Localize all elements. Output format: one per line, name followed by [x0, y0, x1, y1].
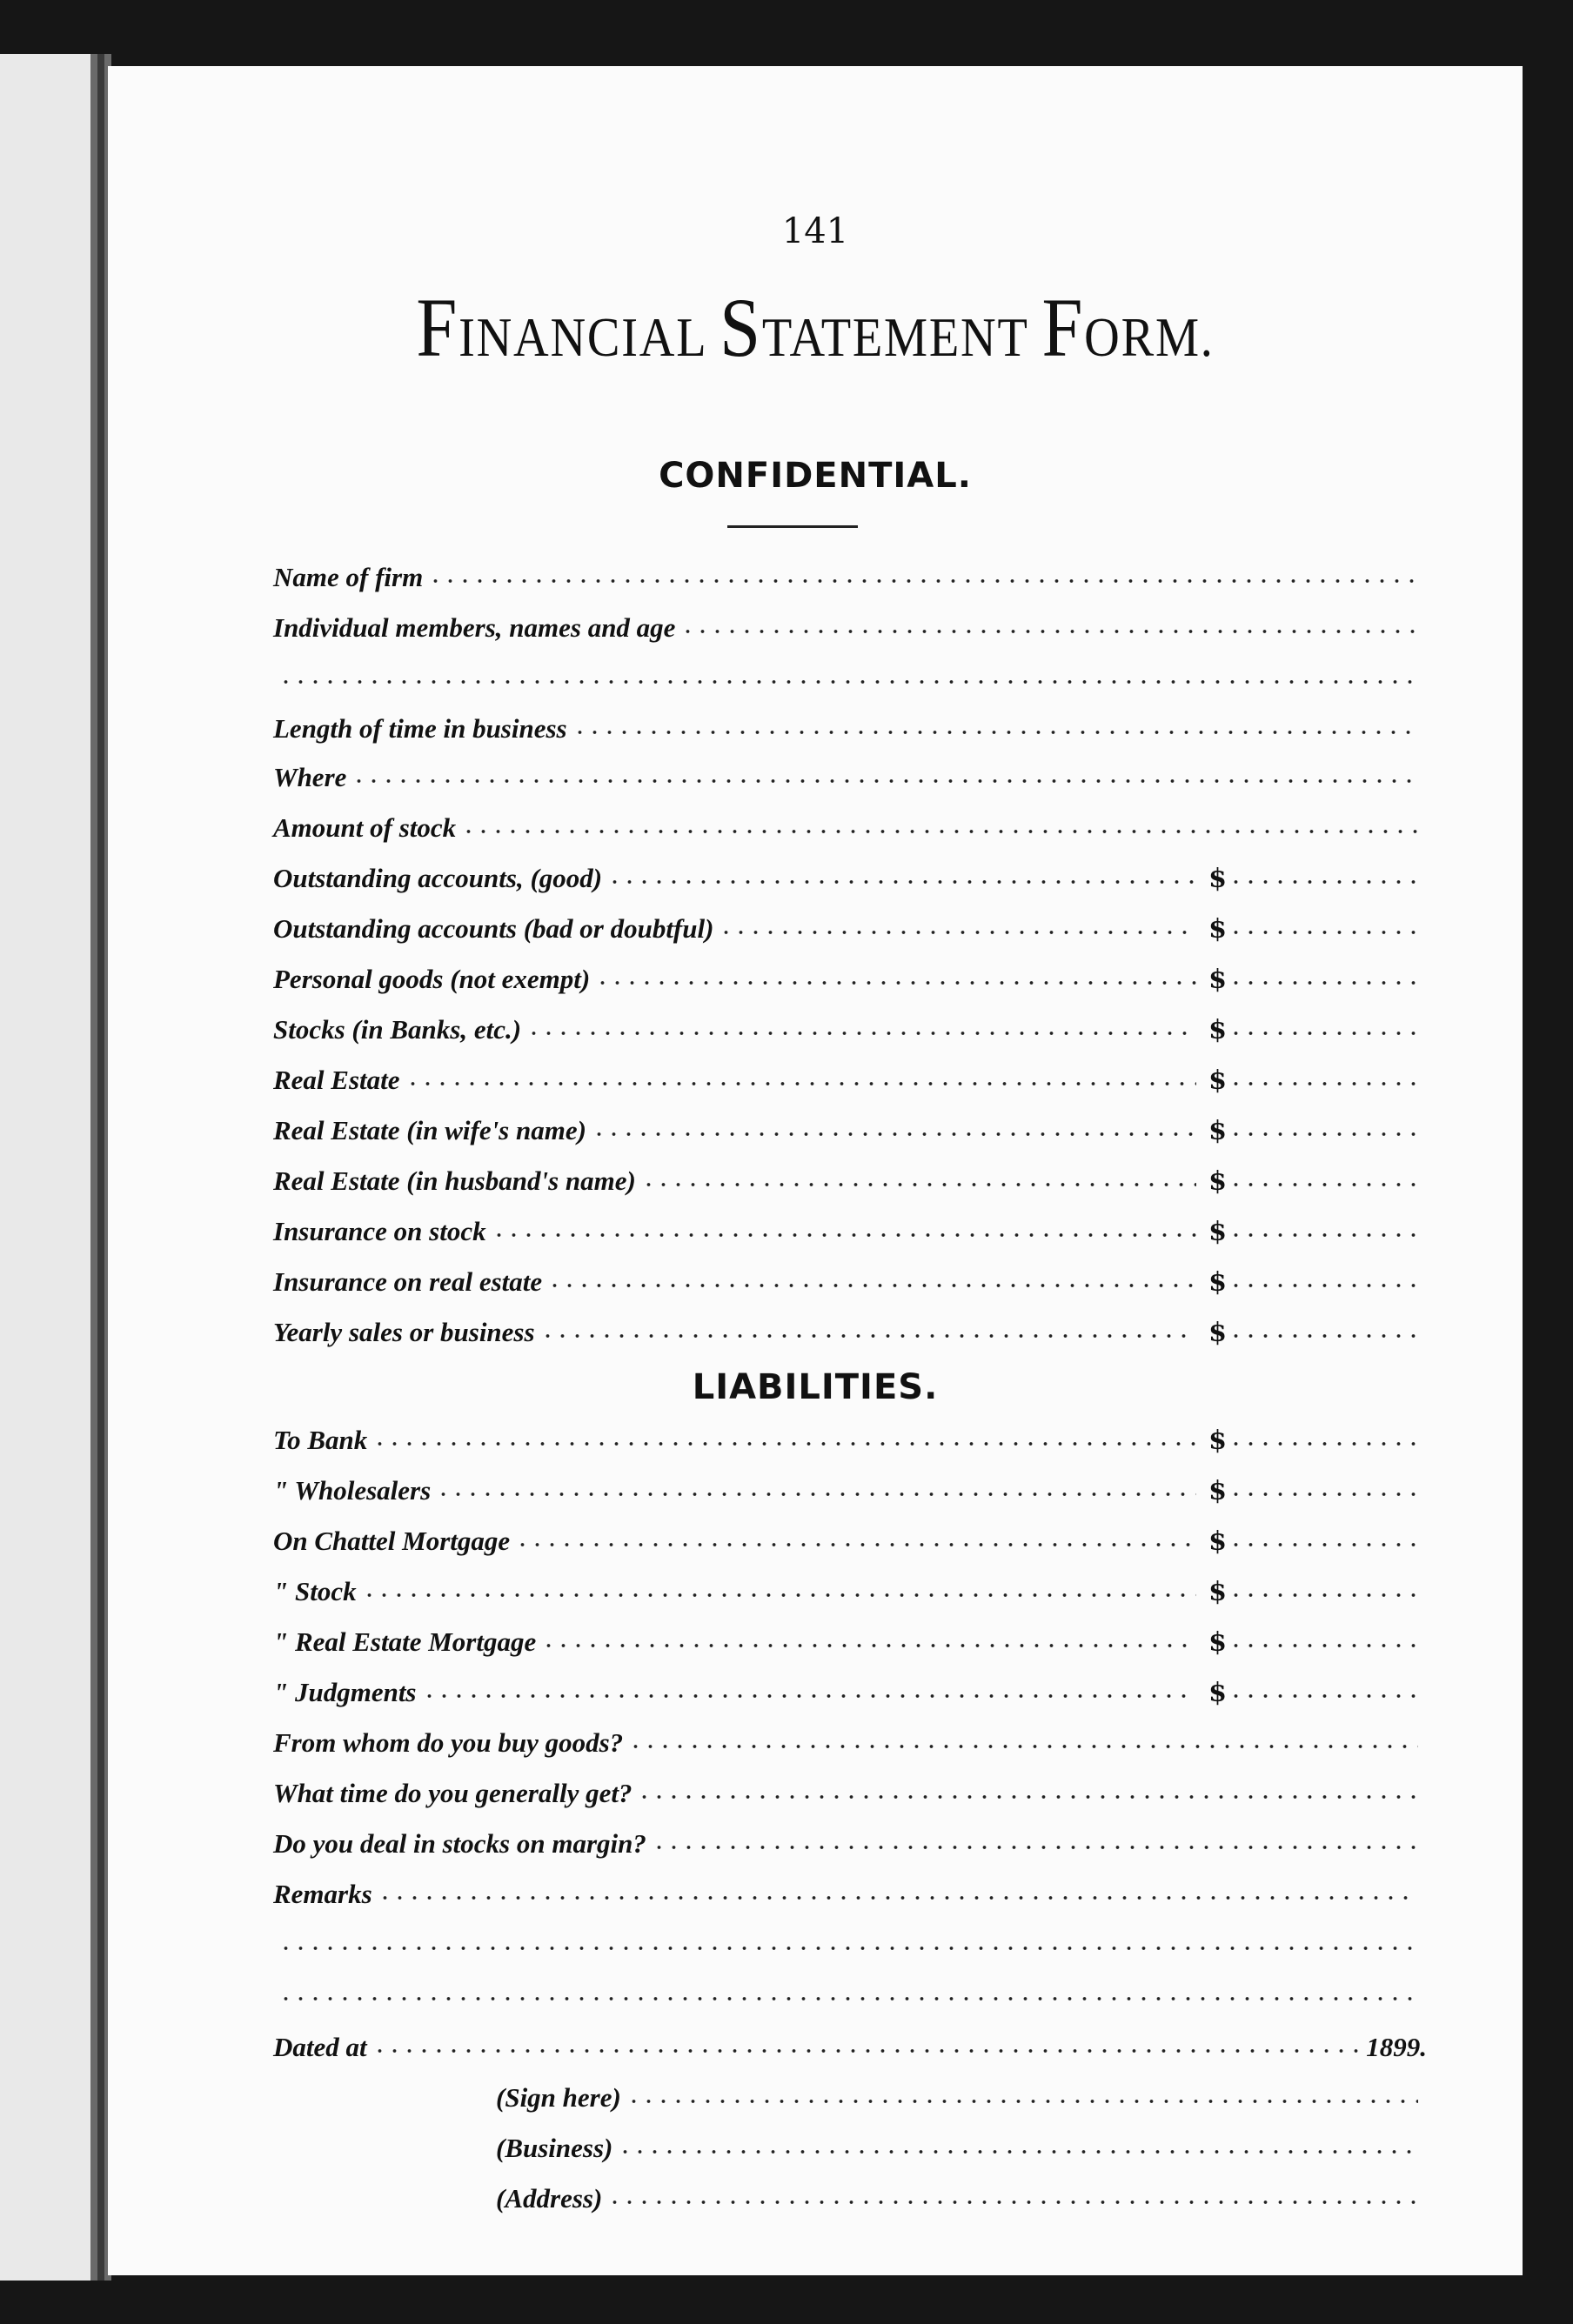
amount-dots[interactable]	[1228, 1490, 1418, 1499]
field-line[interactable]	[273, 800, 1418, 844]
fill-in-dots	[422, 1692, 1197, 1700]
asset-label: Insurance on stock	[273, 1216, 486, 1246]
field-line[interactable]	[273, 550, 1418, 593]
fill-in-dots	[515, 1540, 1196, 1549]
question-line[interactable]	[273, 1867, 1418, 1910]
fill-in-dots	[592, 1130, 1196, 1139]
fill-in-dots	[607, 878, 1196, 886]
fill-in-dots	[618, 2147, 1418, 2156]
asset-line[interactable]	[273, 1254, 1418, 1298]
asset-label: Yearly sales or business	[273, 1317, 535, 1347]
dollar-sign: $	[1208, 1526, 1227, 1557]
amount-dots[interactable]	[1228, 1591, 1418, 1599]
amount-dots[interactable]	[1228, 1540, 1418, 1549]
liability-line[interactable]	[273, 1564, 1418, 1607]
asset-line[interactable]	[273, 952, 1418, 995]
fill-in-dots	[540, 1332, 1197, 1340]
amount-dots[interactable]	[1228, 1130, 1418, 1139]
fill-in-dots	[637, 1793, 1418, 1801]
fill-in-dots	[351, 777, 1418, 785]
dollar-sign: $	[1208, 864, 1227, 894]
book-spine-shadow	[97, 54, 104, 2281]
asset-line[interactable]	[273, 901, 1418, 945]
fill-in-dots	[492, 1231, 1197, 1239]
signature-line[interactable]	[496, 2120, 1418, 2164]
field-line[interactable]	[273, 600, 1418, 644]
fill-in-dots	[461, 827, 1418, 836]
amount-dots[interactable]	[1228, 1332, 1418, 1340]
field-line[interactable]	[273, 750, 1418, 793]
dollar-sign: $	[1208, 1166, 1227, 1197]
asset-line[interactable]	[273, 1153, 1418, 1197]
asset-line[interactable]	[273, 1204, 1418, 1247]
asset-label: Personal goods (not exempt)	[273, 964, 591, 994]
dollar-sign: $	[1208, 914, 1227, 945]
asset-label: Outstanding accounts (bad or doubtful)	[273, 913, 714, 944]
fill-in-dots	[607, 2198, 1418, 2207]
year-label: 1899.	[1366, 2032, 1427, 2062]
asset-line[interactable]	[273, 1052, 1418, 1096]
fill-in-dots	[278, 678, 1418, 686]
asset-line[interactable]	[273, 1305, 1418, 1348]
fill-in-dots	[595, 978, 1196, 987]
dollar-sign: $	[1208, 1267, 1227, 1298]
dollar-sign: $	[1208, 1318, 1227, 1348]
asset-line[interactable]	[273, 1103, 1418, 1146]
fill-in-dots	[278, 1944, 1418, 1953]
dollar-sign: $	[1208, 1476, 1227, 1506]
fill-in-dots	[628, 1742, 1418, 1751]
amount-dots[interactable]	[1228, 1079, 1418, 1088]
field-label: Amount of stock	[273, 812, 457, 843]
page-number: 141	[781, 211, 849, 251]
fill-in-dots	[372, 2047, 1363, 2055]
fill-in-dots	[278, 1994, 1418, 2003]
liability-line[interactable]	[273, 1665, 1418, 1708]
fill-in-dots	[428, 577, 1418, 585]
liability-label: " Judgments	[273, 1677, 417, 1707]
title-divider	[727, 525, 858, 528]
amount-dots[interactable]	[1228, 1180, 1418, 1189]
amount-dots[interactable]	[1228, 1641, 1418, 1650]
fill-in-dots	[719, 928, 1196, 937]
asset-label: Outstanding accounts, (good)	[273, 863, 603, 893]
dollar-sign: $	[1208, 1627, 1227, 1658]
asset-label: Insurance on real estate	[273, 1266, 543, 1297]
form-page	[108, 66, 1523, 2275]
asset-label: Real Estate	[273, 1065, 400, 1095]
fill-in-dots	[547, 1281, 1196, 1290]
question-line[interactable]	[273, 1917, 1418, 1960]
question-line[interactable]	[273, 1816, 1418, 1860]
amount-dots[interactable]	[1228, 1029, 1418, 1038]
fill-in-dots	[541, 1641, 1196, 1650]
field-label: Where	[273, 762, 347, 792]
field-line[interactable]	[273, 651, 1418, 694]
question-label: What time do you generally get?	[273, 1778, 633, 1808]
fill-in-dots	[362, 1591, 1197, 1599]
field-label: Length of time in business	[273, 713, 567, 744]
liabilities-heading: LIABILITIES.	[692, 1367, 939, 1407]
question-label: Do you deal in stocks on margin?	[273, 1828, 646, 1859]
amount-dots[interactable]	[1228, 978, 1418, 987]
fill-in-dots	[652, 1843, 1418, 1852]
liability-label: " Real Estate Mortgage	[273, 1626, 537, 1657]
fill-in-dots	[436, 1490, 1196, 1499]
dollar-sign: $	[1208, 965, 1227, 995]
fill-in-dots	[526, 1029, 1196, 1038]
fill-in-dots	[680, 627, 1418, 636]
dollar-sign: $	[1208, 1577, 1227, 1607]
asset-line[interactable]	[273, 1002, 1418, 1045]
fill-in-dots	[378, 1893, 1418, 1902]
form-title: FINANCIAL STATEMENT FORM.	[416, 281, 1215, 374]
dollar-sign: $	[1208, 1015, 1227, 1045]
fill-in-dots	[372, 1439, 1196, 1448]
asset-label: Real Estate (in wife's name)	[273, 1115, 586, 1145]
question-line[interactable]	[273, 1766, 1418, 1809]
asset-label: Real Estate (in husband's name)	[273, 1165, 636, 1196]
field-line[interactable]	[273, 701, 1418, 745]
dated-line[interactable]	[273, 2020, 1427, 2063]
liability-line[interactable]	[273, 1463, 1418, 1506]
signature-line[interactable]	[496, 2171, 1418, 2214]
question-label: Remarks	[273, 1879, 372, 1909]
amount-dots[interactable]	[1228, 1281, 1418, 1290]
amount-dots[interactable]	[1228, 1231, 1418, 1239]
fill-in-dots	[405, 1079, 1197, 1088]
dollar-sign: $	[1208, 1065, 1227, 1096]
liability-label: " Wholesalers	[273, 1475, 432, 1506]
fill-in-dots	[572, 728, 1418, 737]
dollar-sign: $	[1208, 1217, 1227, 1247]
field-label: Name of firm	[273, 562, 424, 592]
dollar-sign: $	[1208, 1116, 1227, 1146]
liability-line[interactable]	[273, 1412, 1418, 1456]
amount-dots[interactable]	[1228, 928, 1418, 937]
amount-dots[interactable]	[1228, 1692, 1418, 1700]
question-line[interactable]	[273, 1715, 1418, 1759]
amount-dots[interactable]	[1228, 1439, 1418, 1448]
asset-line[interactable]	[273, 851, 1418, 894]
question-label: From whom do you buy goods?	[273, 1727, 624, 1758]
amount-dots[interactable]	[1228, 878, 1418, 886]
question-line[interactable]	[273, 1967, 1418, 2011]
fill-in-dots	[641, 1180, 1196, 1189]
sign-here-label: (Sign here)	[496, 2082, 621, 2113]
dollar-sign: $	[1208, 1426, 1227, 1456]
liability-line[interactable]	[273, 1614, 1418, 1658]
liability-line[interactable]	[273, 1513, 1418, 1557]
address-label: (Address)	[496, 2183, 603, 2214]
dated-at-label: Dated at	[273, 2032, 367, 2062]
liability-label: " Stock	[273, 1576, 357, 1606]
field-label: Individual members, names and age	[273, 612, 676, 643]
dollar-sign: $	[1208, 1678, 1227, 1708]
fill-in-dots	[626, 2097, 1418, 2106]
confidential-subtitle: CONFIDENTIAL.	[659, 456, 972, 496]
liability-label: To Bank	[273, 1425, 368, 1455]
liability-label: On Chattel Mortgage	[273, 1526, 511, 1556]
business-label: (Business)	[496, 2133, 613, 2163]
signature-line[interactable]	[496, 2070, 1418, 2114]
asset-label: Stocks (in Banks, etc.)	[273, 1014, 522, 1045]
